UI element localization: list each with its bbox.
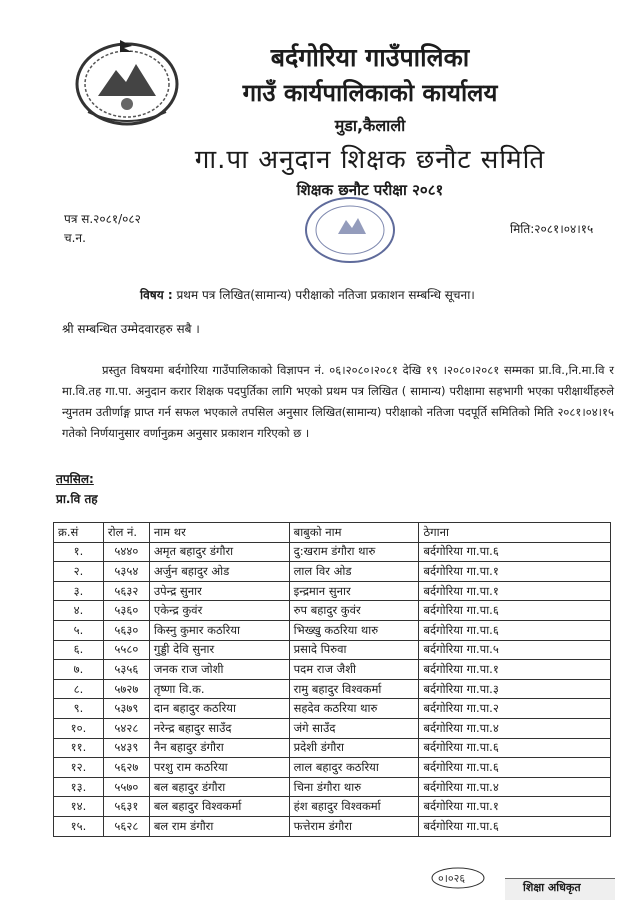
cell-father-name: रामु बहादुर विश्वकर्मा (289, 679, 419, 699)
cell-father-name: सहदेव कठरिया थारु (289, 699, 419, 719)
cell-address: बर्दगोरिया गा.पा.५ (419, 640, 611, 660)
cell-roll: ५४४० (103, 542, 149, 562)
cell-serial: ११. (54, 738, 104, 758)
reference-block (64, 210, 141, 248)
cell-serial: १५. (54, 816, 104, 836)
notice-date: मिति:२०८१।०४।१५ (510, 222, 594, 236)
cell-father-name: पदम राज जैशी (289, 660, 419, 680)
cell-roll: ५६२७ (103, 758, 149, 778)
subject-text: प्रथम पत्र लिखित(सामान्य) परीक्षाको नतिजा प्रकाशन सम्बन्धि सूचना। (176, 288, 475, 302)
cell-father-name: लाल बहादुर कठरिया (289, 758, 419, 778)
signature-text: ०।०२६ (438, 872, 466, 885)
cell-address: बर्दगोरिया गा.पा.६ (419, 620, 611, 640)
table-row (54, 542, 611, 562)
cell-serial: २. (54, 562, 104, 582)
cell-roll: ५५७० (103, 777, 149, 797)
cell-roll: ५६३१ (103, 797, 149, 817)
level-heading: प्रा.वि तह (56, 492, 98, 506)
header-name: नाम थर (149, 523, 289, 543)
header-roll: रोल नं. (103, 523, 149, 543)
cell-name: अर्जुन बहादुर ओड (149, 562, 289, 582)
cell-name: नैन बहादुर डंगौरा (149, 738, 289, 758)
cell-serial: १३. (54, 777, 104, 797)
municipality-name: बर्दगोरिया गाउँपालिका (270, 43, 470, 72)
cell-roll: ५४३९ (103, 738, 149, 758)
cell-father-name: प्रदेशी डंगौरा (289, 738, 419, 758)
cell-roll: ५५८० (103, 640, 149, 660)
cell-roll: ५३५६ (103, 660, 149, 680)
cell-name: बल बहादुर डंगौरा (149, 777, 289, 797)
table-row (54, 601, 611, 621)
cell-father-name: रुप बहादुर कुवंर (289, 601, 419, 621)
table-row (54, 660, 611, 680)
cell-address: बर्दगोरिया गा.पा.६ (419, 758, 611, 778)
committee-name: गा.पा अनुदान शिक्षक छनौट समिति (194, 145, 546, 175)
cell-serial: ७. (54, 660, 104, 680)
cell-name: गुड्डी देवि सुनार (149, 640, 289, 660)
cell-roll: ५६३२ (103, 581, 149, 601)
table-row (54, 640, 611, 660)
cell-roll: ५६३० (103, 620, 149, 640)
cell-serial: १४. (54, 797, 104, 817)
table-row (54, 562, 611, 582)
cell-address: बर्दगोरिया गा.पा.२ (419, 699, 611, 719)
subject-label: विषय : (140, 288, 173, 302)
header-father-name: बाबुको नाम (289, 523, 419, 543)
cell-serial: ८. (54, 679, 104, 699)
table-header-row (54, 523, 611, 543)
cell-name: जनक राज जोशी (149, 660, 289, 680)
signature-mark (430, 866, 486, 890)
cell-roll: ५३६० (103, 601, 149, 621)
table-row (54, 797, 611, 817)
table-row (54, 777, 611, 797)
cell-father-name: इन्द्रमान सुनार (289, 581, 419, 601)
cell-address: बर्दगोरिया गा.पा.६ (419, 601, 611, 621)
office-location: मुडा,कैलाली (334, 116, 406, 135)
letter-number: पत्र स.२०८१/०८२ (64, 212, 141, 226)
header-address: ठेगाना (419, 523, 611, 543)
cell-address: बर्दगोरिया गा.पा.१ (419, 660, 611, 680)
cell-serial: १०. (54, 718, 104, 738)
cell-roll: ५३५४ (103, 562, 149, 582)
exam-name: शिक्षक छनौट परीक्षा २०८१ (296, 181, 444, 199)
cell-name: नरेन्द्र बहादुर साउँद (149, 718, 289, 738)
salutation: श्री सम्बन्धित उम्मेदवारहरु सबै । (62, 322, 200, 336)
cell-father-name: दु:खराम डंगौरा थारु (289, 542, 419, 562)
details-heading: तपसिल: (56, 472, 94, 486)
cell-address: बर्दगोरिया गा.पा.१ (419, 797, 611, 817)
table-row (54, 679, 611, 699)
cell-name: अमृत बहादुर डंगौरा (149, 542, 289, 562)
cell-serial: ६. (54, 640, 104, 660)
cell-father-name: जंगे साउँद (289, 718, 419, 738)
cell-roll: ५६२८ (103, 816, 149, 836)
cell-name: उपेन्द्र सुनार (149, 581, 289, 601)
cell-address: बर्दगोरिया गा.पा.६ (419, 816, 611, 836)
table-row (54, 581, 611, 601)
dispatch-number: च.न. (64, 231, 86, 245)
subject-line (140, 286, 475, 303)
cell-address: बर्दगोरिया गा.पा.३ (419, 679, 611, 699)
cell-name: दान बहादुर कठरिया (149, 699, 289, 719)
cell-address: बर्दगोरिया गा.पा.६ (419, 542, 611, 562)
cell-name: किस्नु कुमार कठरिया (149, 620, 289, 640)
cell-serial: १. (54, 542, 104, 562)
table-row (54, 816, 611, 836)
cell-father-name: फत्तेराम डंगौरा (289, 816, 419, 836)
header-serial: क्र.सं (54, 523, 104, 543)
cell-father-name: भिख्खु कठरिया थारु (289, 620, 419, 640)
government-emblem-icon (68, 34, 186, 132)
cell-father-name: चिना डंगौरा थारु (289, 777, 419, 797)
cell-father-name: लाल विर ओड (289, 562, 419, 582)
cell-address: बर्दगोरिया गा.पा.१ (419, 581, 611, 601)
cell-serial: ४. (54, 601, 104, 621)
office-seal-icon (300, 190, 400, 270)
table-row (54, 758, 611, 778)
office-name: गाउँ कार्यपालिकाको कार्यालय (242, 79, 498, 107)
cell-serial: ५. (54, 620, 104, 640)
cell-name: एकेन्द्र कुवंर (149, 601, 289, 621)
cell-address: बर्दगोरिया गा.पा.६ (419, 738, 611, 758)
cell-father-name: प्रसादे पिरुवा (289, 640, 419, 660)
cell-serial: १२. (54, 758, 104, 778)
notice-body: प्रस्तुत विषयमा बर्दगोरिया गाउँपालिकाको विज्ञापन नं. ०६।२०८०।२०८१ देखि १९ ।२०८०।२०८१ सम्मका प्रा.वि.,नि.मा.वि र मा.वि.तह गा.पा. अनुदान करार शिक्षक पदपुर्तिका लागि भएको प्रथम पत्र लिखित ( सामान्य) परीक्षामा सहभागी भएका परीक्षार्थीहरुले न्युनतम उतीर्णाङ्ग प्राप्त गर्न सफल भएकाले तपसिल अनुसार लिखित(सामान्य) परीक्षाको नतिजा पदपूर्ति समितिको मिति २०८१।०४।१५ गतेको निर्णयानुसार वर्णानुक्रम अनुसार प्रकाशन गरिएको छ । (62, 363, 614, 440)
cell-address: बर्दगोरिया गा.पा.१ (419, 562, 611, 582)
cell-name: तृष्णा वि.क. (149, 679, 289, 699)
officer-stamp: शिक्षा अधिकृत (505, 878, 615, 900)
table-row (54, 699, 611, 719)
table-row (54, 718, 611, 738)
cell-serial: ९. (54, 699, 104, 719)
cell-address: बर्दगोरिया गा.पा.४ (419, 718, 611, 738)
cell-roll: ५३७९ (103, 699, 149, 719)
cell-serial: ३. (54, 581, 104, 601)
cell-name: परशु राम कठरिया (149, 758, 289, 778)
cell-father-name: हंश बहादुर विश्वकर्मा (289, 797, 419, 817)
table-row (54, 620, 611, 640)
cell-roll: ५४२८ (103, 718, 149, 738)
results-table (53, 522, 611, 837)
cell-name: बल बहादुर विश्वकर्मा (149, 797, 289, 817)
cell-address: बर्दगोरिया गा.पा.४ (419, 777, 611, 797)
table-row (54, 738, 611, 758)
cell-roll: ५७२७ (103, 679, 149, 699)
cell-name: बल राम डंगौरा (149, 816, 289, 836)
